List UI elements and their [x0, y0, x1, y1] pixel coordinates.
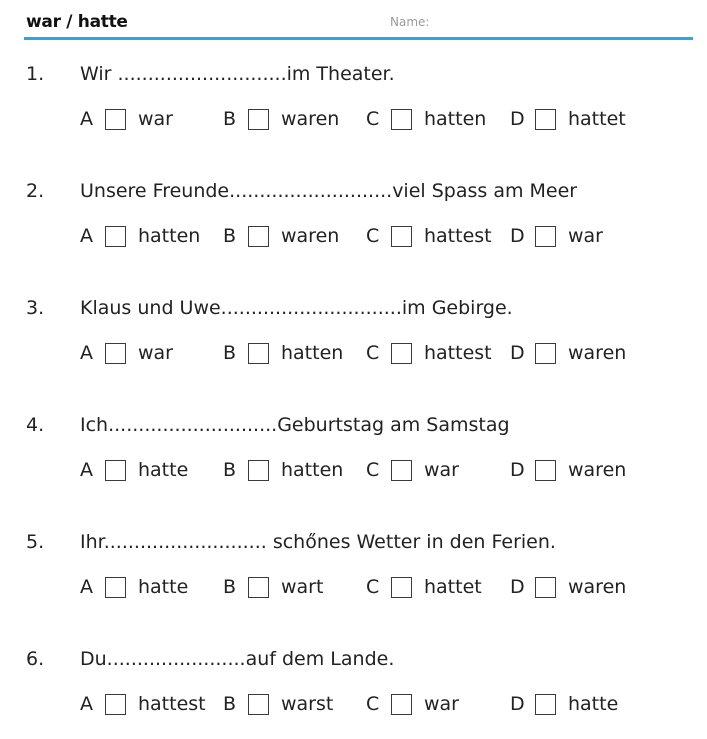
- question-number: 1.: [26, 63, 45, 85]
- option-text[interactable]: hatten: [281, 459, 344, 481]
- question-6: [0, 647, 707, 737]
- option-b-checkbox[interactable]: [248, 577, 269, 598]
- option-text[interactable]: war: [138, 108, 173, 130]
- option-a-checkbox[interactable]: [105, 109, 126, 130]
- option-text[interactable]: hattet: [424, 576, 482, 598]
- question-text: Ich............................Geburtstag am Samstag: [80, 414, 510, 436]
- option-text[interactable]: waren: [281, 225, 340, 247]
- question-text: Ihr........................... schőnes Wetter in den Ferien.: [80, 531, 556, 553]
- question-number: 3.: [26, 297, 45, 319]
- option-a-checkbox[interactable]: [105, 694, 126, 715]
- option-letter: D: [510, 576, 525, 598]
- option-text[interactable]: hatte: [138, 576, 189, 598]
- option-text[interactable]: waren: [568, 459, 627, 481]
- option-letter: D: [510, 693, 525, 715]
- question-3: [0, 296, 707, 386]
- question-2: [0, 179, 707, 269]
- option-text[interactable]: hattest: [424, 225, 492, 247]
- option-letter: B: [223, 342, 237, 364]
- option-d-checkbox[interactable]: [535, 577, 556, 598]
- question-number: 5.: [26, 531, 45, 553]
- option-b-checkbox[interactable]: [248, 460, 269, 481]
- worksheet-header: [24, 8, 693, 40]
- question-text: Klaus und Uwe..............................im Gebirge.: [80, 297, 513, 319]
- option-a-checkbox[interactable]: [105, 577, 126, 598]
- option-text[interactable]: war: [424, 459, 459, 481]
- option-text[interactable]: hatte: [138, 459, 189, 481]
- option-c-checkbox[interactable]: [391, 109, 412, 130]
- question-text: Unsere Freunde...........................viel Spass am Meer: [80, 180, 578, 202]
- option-text[interactable]: wart: [281, 576, 324, 598]
- option-text[interactable]: waren: [568, 342, 627, 364]
- option-text[interactable]: hatten: [138, 225, 201, 247]
- option-letter: A: [80, 225, 93, 247]
- page-title: war / hatte: [26, 12, 128, 32]
- option-a-checkbox[interactable]: [105, 460, 126, 481]
- option-text[interactable]: war: [424, 693, 459, 715]
- option-letter: D: [510, 342, 525, 364]
- option-letter: A: [80, 342, 93, 364]
- option-letter: B: [223, 108, 237, 130]
- option-text[interactable]: waren: [281, 108, 340, 130]
- option-text[interactable]: hattet: [568, 108, 626, 130]
- option-letter: B: [223, 693, 237, 715]
- option-d-checkbox[interactable]: [535, 343, 556, 364]
- question-5: [0, 530, 707, 620]
- question-number: 2.: [26, 180, 45, 202]
- question-text: Du.......................auf dem Lande.: [80, 648, 395, 670]
- option-text[interactable]: warst: [281, 693, 334, 715]
- option-text[interactable]: war: [568, 225, 603, 247]
- option-b-checkbox[interactable]: [248, 694, 269, 715]
- option-letter: C: [366, 342, 380, 364]
- option-letter: C: [366, 225, 380, 247]
- question-number: 6.: [26, 648, 45, 670]
- option-letter: B: [223, 459, 237, 481]
- option-letter: C: [366, 693, 380, 715]
- option-c-checkbox[interactable]: [391, 343, 412, 364]
- name-label: Name:: [390, 15, 430, 29]
- option-text[interactable]: hatten: [424, 108, 487, 130]
- option-d-checkbox[interactable]: [535, 226, 556, 247]
- option-letter: A: [80, 693, 93, 715]
- option-b-checkbox[interactable]: [248, 226, 269, 247]
- option-text[interactable]: hattest: [424, 342, 492, 364]
- option-letter: C: [366, 108, 380, 130]
- option-a-checkbox[interactable]: [105, 226, 126, 247]
- option-c-checkbox[interactable]: [391, 694, 412, 715]
- option-letter: D: [510, 108, 525, 130]
- question-number: 4.: [26, 414, 45, 436]
- option-c-checkbox[interactable]: [391, 460, 412, 481]
- question-4: [0, 413, 707, 503]
- option-letter: D: [510, 225, 525, 247]
- option-b-checkbox[interactable]: [248, 109, 269, 130]
- option-text[interactable]: hattest: [138, 693, 206, 715]
- option-letter: A: [80, 108, 93, 130]
- option-a-checkbox[interactable]: [105, 343, 126, 364]
- option-text[interactable]: hatte: [568, 693, 619, 715]
- question-1: [0, 62, 707, 152]
- option-text[interactable]: waren: [568, 576, 627, 598]
- option-d-checkbox[interactable]: [535, 694, 556, 715]
- option-b-checkbox[interactable]: [248, 343, 269, 364]
- option-letter: B: [223, 576, 237, 598]
- option-letter: B: [223, 225, 237, 247]
- option-letter: D: [510, 459, 525, 481]
- option-c-checkbox[interactable]: [391, 226, 412, 247]
- option-letter: A: [80, 576, 93, 598]
- option-letter: A: [80, 459, 93, 481]
- option-d-checkbox[interactable]: [535, 109, 556, 130]
- option-letter: C: [366, 459, 380, 481]
- option-text[interactable]: hatten: [281, 342, 344, 364]
- option-c-checkbox[interactable]: [391, 577, 412, 598]
- option-text[interactable]: war: [138, 342, 173, 364]
- option-d-checkbox[interactable]: [535, 460, 556, 481]
- question-text: Wir ............................im Theater.: [80, 63, 395, 85]
- option-letter: C: [366, 576, 380, 598]
